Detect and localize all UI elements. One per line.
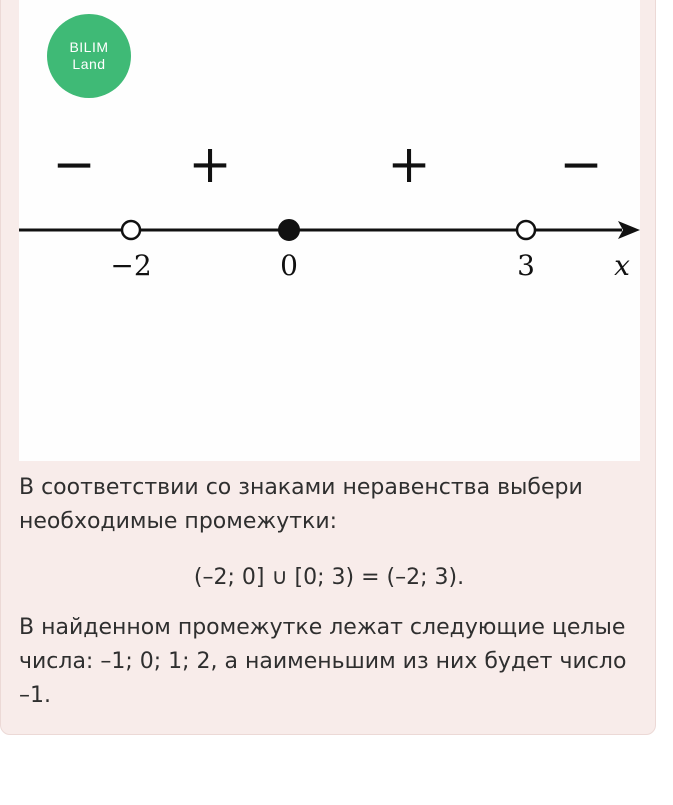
sign-1: − bbox=[52, 135, 96, 195]
paragraph-select-intervals: В соответствии со знаками неравенства выбери необходимые промежутки: bbox=[19, 475, 583, 534]
number-line-figure bbox=[19, 0, 640, 461]
label-3: 3 bbox=[517, 249, 535, 282]
logo-line-2: Land bbox=[72, 56, 106, 72]
number-line bbox=[19, 0, 640, 461]
axis-label-x: x bbox=[614, 249, 630, 282]
interval-formula: (–2; 0] ∪ [0; 3) = (–2; 3). bbox=[193, 565, 465, 590]
logo-line-1: BILIM bbox=[69, 39, 109, 55]
sign-2: + bbox=[188, 135, 232, 195]
point-minus-2 bbox=[122, 221, 140, 239]
point-3 bbox=[517, 221, 535, 239]
paragraph-answer: В найденном промежутке лежат следующие целые числа: –1; 0; 1; 2, а наименьшим из них будет число –1. bbox=[19, 615, 627, 708]
sign-3: + bbox=[387, 135, 431, 195]
point-0 bbox=[279, 220, 299, 240]
sign-4: − bbox=[559, 135, 603, 195]
label-0: 0 bbox=[280, 249, 298, 282]
label-minus-2: −2 bbox=[110, 249, 152, 282]
